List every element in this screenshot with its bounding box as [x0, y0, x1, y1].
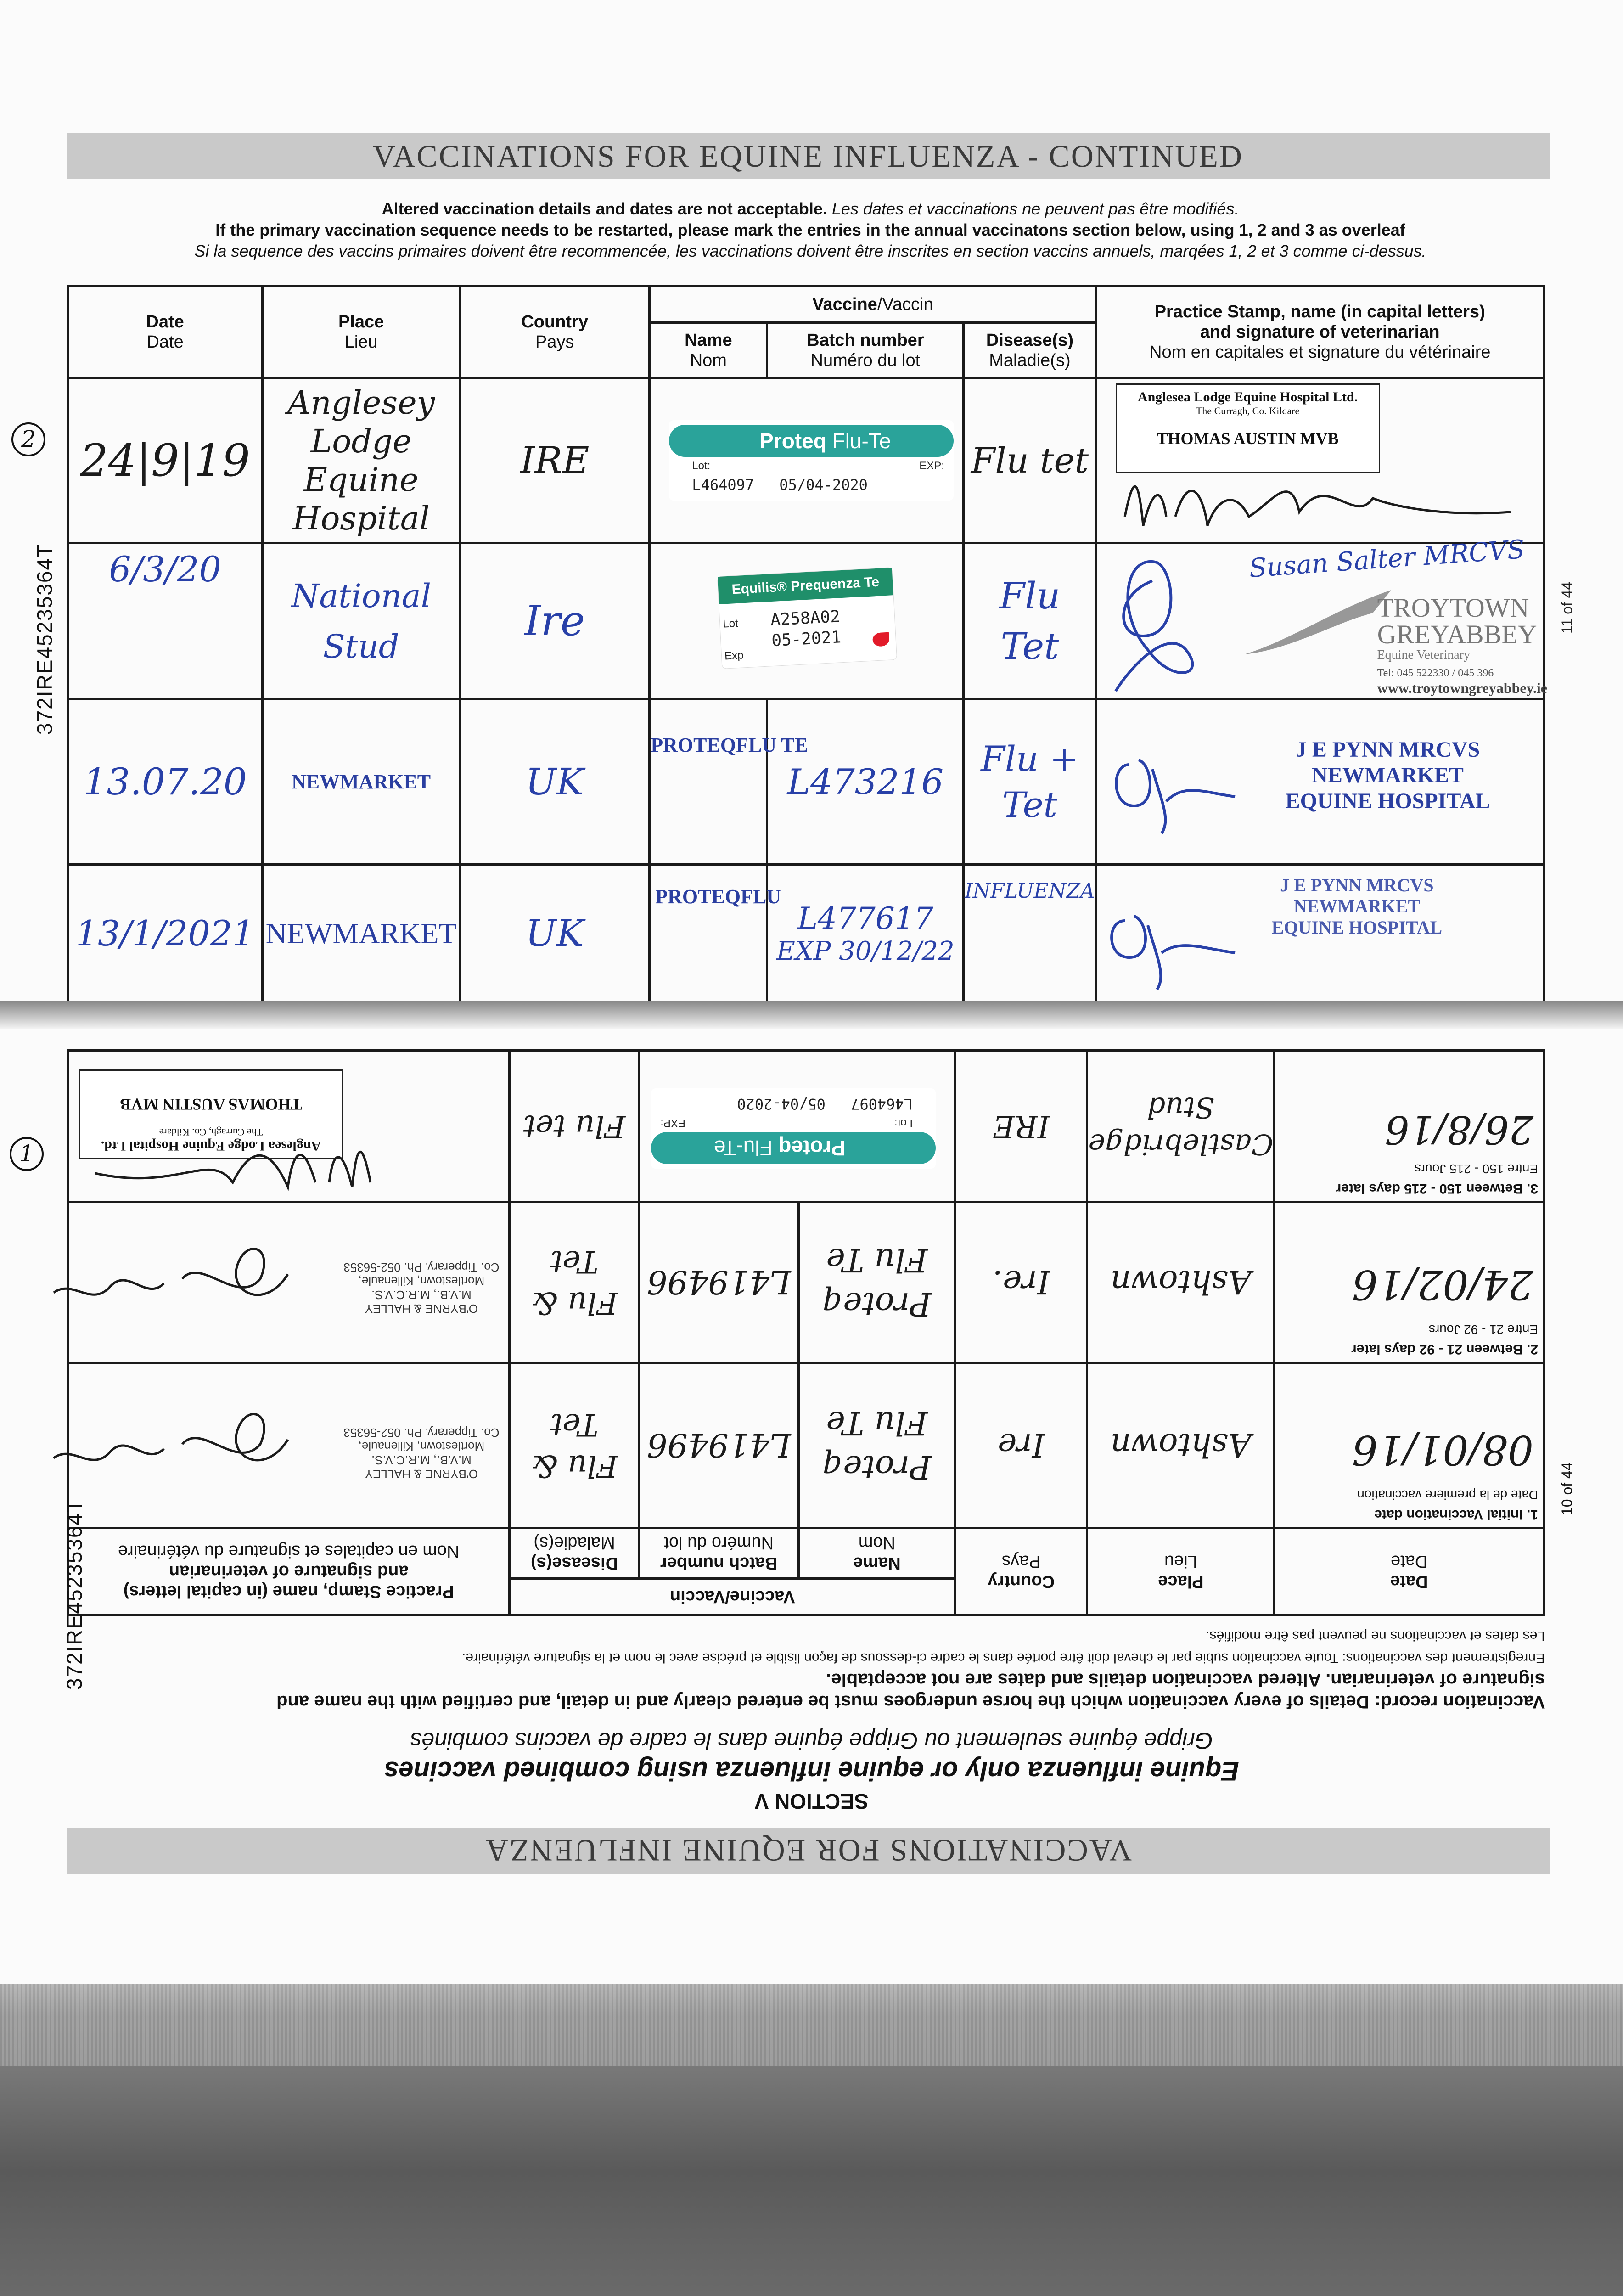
row3-stamp-cell	[1096, 699, 1544, 865]
bottom-row1-date: 08/01/16	[1352, 1426, 1533, 1474]
signature-salter	[1097, 544, 1281, 700]
bottom-row1-batch: L419496	[639, 1363, 798, 1528]
bottom-row2-date-cell	[1275, 1202, 1544, 1363]
bottom-row3-label-fr: Entre 150 - 215 Jours	[1414, 1162, 1538, 1176]
bottom-header-place: Place Lieu	[1087, 1528, 1275, 1615]
table-row	[68, 1363, 1544, 1528]
top-notice	[69, 198, 1552, 262]
row4-batch-exp: EXP 30/12/22	[776, 936, 955, 966]
row4-country: UK	[460, 865, 649, 1002]
bottom-row3-date-cell	[1275, 1051, 1544, 1202]
row4-place-cell	[263, 865, 460, 1002]
bottom-row2-date: 24/02/16	[1352, 1261, 1533, 1308]
table-row	[68, 543, 1544, 699]
sticker-2-exp-label: EXP:	[660, 1117, 685, 1129]
bottom-page-rotated	[0, 1029, 1623, 2011]
section-title: Equine influenza only or equine influenza using combined vaccines	[384, 1756, 1239, 1786]
bottom-row3-date: 26/8/16	[1385, 1107, 1533, 1152]
row3-date: 13.07.20	[68, 699, 263, 865]
notice-line2: If the primary vaccination sequence needs to be restarted, please mark the entries in the annual vaccinatons section below, using 1, 2 and 3 as overleaf	[215, 220, 1405, 239]
bottom-header-country: Country Pays	[955, 1528, 1087, 1615]
bottom-row3-label: 3. Between 150 - 215 days later	[1336, 1181, 1538, 1196]
equilis-lot: A258A02	[770, 607, 841, 630]
row4-name: PROTEQFLU	[655, 885, 781, 908]
obyrne-stamp-2: O'BYRNE & HALLEY M.V.B., M.R.C.V.S. Mortlestown, Killenaule, Co. Tipperary. Ph. 052-56353	[343, 1261, 500, 1316]
proteq-sticker	[669, 420, 954, 501]
header-vaccine: Vaccine/Vaccin	[650, 286, 1096, 323]
row2-country: Ire	[460, 543, 649, 699]
top-page	[0, 0, 1623, 1010]
scanner-stripes	[0, 1984, 1623, 2066]
header-date: Date Date	[68, 286, 263, 378]
signature-austin	[1097, 379, 1547, 544]
bottom-header-vaccine: Vaccine/Vaccin	[510, 1579, 955, 1615]
table-row	[68, 699, 1544, 865]
bottom-page	[0, 1029, 1623, 2011]
proteq-sticker-2	[651, 1088, 936, 1169]
bottom-side-id: 372IRE45235364T	[62, 1498, 86, 1690]
record-text: Vaccination record: Details of every vaccination which the horse undergoes must be entered clearly and in detail, and certified with the name and signature of veterinarian. Altered vaccination details and dates are not acceptable. Enregistrement des vaccinations: Toute vaccination subie par le cheval doit être portée dans le cadre ci-dessous de façon lisible et précise avec le nom et la signature vétérinaire. Les dates et vaccinations ne peuvent pas être modifiés.	[276, 1628, 1545, 1712]
notice-line1-en: Altered vaccination details and dates are not acceptable.	[382, 199, 827, 218]
header-place: Place Lieu	[263, 286, 460, 378]
row2-disease: Flu Tet	[964, 543, 1096, 699]
row4-batch-cell	[767, 865, 964, 1002]
equilis-exp: 05-2021	[771, 628, 842, 651]
equilis-sticker	[717, 567, 897, 669]
sticker-lot: L464097	[692, 476, 754, 494]
bottom-header-practice: Practice Stamp, name (in capital letters) and signature of veterinarian Nom en capitales et signature du vétérinaire	[68, 1528, 510, 1615]
bottom-row2-stamp-cell	[68, 1202, 510, 1363]
row3-name: PROTEQFLU TE	[651, 734, 808, 756]
signature-austin-2	[58, 1054, 508, 1201]
proteq-band: Proteq Flu-Te	[669, 425, 954, 457]
bottom-row3-stamp-cell	[68, 1051, 510, 1202]
sticker-exp: 05/04-2020	[779, 476, 868, 494]
header-disease: Disease(s) Maladie(s)	[964, 323, 1096, 378]
row2-stamp-cell	[1096, 535, 1547, 699]
row3-place-cell	[263, 699, 460, 865]
row1-place: Anglesey Lodge Equine Hospital	[263, 378, 460, 543]
table-row	[68, 1051, 1544, 1202]
anglesea-stamp: Anglesea Lodge Equine Hospital Ltd. The Curragh, Co. Kildare THOMAS AUSTIN MVB	[1116, 383, 1380, 473]
sticker-2-lot-label: Lot:	[894, 1117, 913, 1129]
section-title-fr: Grippe équine seulement ou Grippe équine dans le cadre de vaccins combinés	[410, 1728, 1213, 1754]
row2-place: National Stud	[263, 543, 460, 699]
pynn-stamp-2: J E PYNN MRCVS NEWMARKET EQUINE HOSPITAL	[1271, 875, 1443, 938]
signature-obyrne-2	[45, 1210, 302, 1348]
equilis-exp-label: Exp	[724, 649, 744, 663]
bottom-row3-country: IRE	[955, 1051, 1087, 1202]
row1-date: 24|9|19	[68, 378, 263, 543]
troytown-stamp: TROYTOWN GREYABBEY Equine Veterinary Tel: 045 522330 / 045 396 www.troytowngreyabbey.ie	[1377, 593, 1547, 696]
row1-disease: Flu tet	[964, 378, 1096, 543]
header-practice: Practice Stamp, name (in capital letters) and signature of veterinarian Nom en capitales et signature du vétérinaire	[1096, 286, 1544, 378]
row-marker-2: 2	[11, 422, 45, 456]
scanner-background	[0, 1984, 1623, 2296]
row4-disease: INFLUENZA	[964, 865, 1096, 1002]
bottom-row1-label-fr: Date de la premiere vaccination	[1357, 1488, 1538, 1502]
bottom-row2-name: Proteq Flu Te	[798, 1202, 955, 1363]
bottom-row1-place: Ashtown	[1087, 1363, 1275, 1528]
signature-pynn	[1097, 700, 1244, 838]
sticker-exp-label: EXP:	[919, 460, 944, 472]
bottom-row3-sticker-cell	[639, 1051, 955, 1202]
row4-place: NEWMARKET	[265, 917, 457, 950]
section-label: SECTION V	[754, 1790, 869, 1813]
bottom-vaccination-table	[67, 1049, 1545, 1616]
equilis-band: Equilis® Prequenza Te	[718, 568, 893, 604]
top-side-id: 372IRE45235364T	[33, 543, 56, 735]
row1-stamp-cell	[1096, 378, 1544, 543]
row2-vet-name: Susan Salter MRCVS	[1248, 535, 1526, 584]
bottom-header-disease: Disease(s) Maladie(s)	[510, 1528, 639, 1579]
bottom-row1-disease: Flu & Tet	[510, 1363, 639, 1528]
row2-date: 6/3/20	[68, 543, 263, 699]
bottom-header-batch: Batch number Numéro du lot	[639, 1528, 798, 1579]
top-vaccination-table	[67, 285, 1545, 1003]
header-country: Country Pays	[460, 286, 649, 378]
bottom-header-date: Date Date	[1275, 1528, 1544, 1615]
sticker-2-lot: L464097	[851, 1095, 913, 1113]
bottom-row1-label: 1. Initial Vaccination date	[1374, 1507, 1538, 1522]
row2-vaccine-sticker-cell	[650, 543, 964, 699]
row3-name-cell	[650, 699, 808, 865]
header-name: Name Nom	[650, 323, 767, 378]
bottom-banner: VACCINATIONS FOR EQUINE INFLUENZA	[67, 1828, 1550, 1874]
sticker-lot-label: Lot:	[692, 460, 711, 472]
bottom-row3-place: Castlebridge Stud	[1087, 1051, 1275, 1202]
bottom-header-name: Name Nom	[798, 1528, 955, 1579]
header-batch: Batch number Numéro du lot	[767, 323, 964, 378]
row4-date: 13/1/2021	[68, 865, 263, 1002]
equilis-red-mark	[872, 632, 890, 647]
obyrne-stamp: O'BYRNE & HALLEY M.V.B., M.R.C.V.S. Mortlestown, Killenaule, Co. Tipperary. Ph. 052-56353	[343, 1426, 500, 1481]
bottom-row2-batch: L419496	[639, 1202, 798, 1363]
row1-vaccine-sticker-cell	[650, 378, 964, 543]
table-row	[68, 1202, 1544, 1363]
bottom-row1-stamp-cell	[68, 1363, 510, 1528]
sticker-2-exp: 05/04-2020	[737, 1095, 826, 1113]
bottom-page-number: 10 of 44	[1559, 1462, 1575, 1515]
row4-batch: L477617	[797, 900, 933, 936]
top-banner: VACCINATIONS FOR EQUINE INFLUENZA - CONTINUED	[67, 133, 1550, 179]
table-row	[68, 378, 1544, 543]
proteq-band-2: Proteq Flu-Te	[651, 1132, 936, 1164]
top-page-number: 11 of 44	[1559, 581, 1575, 634]
bottom-row1-country: Ire	[955, 1363, 1087, 1528]
row3-disease: Flu + Tet	[964, 699, 1096, 865]
row3-place: NEWMARKET	[292, 770, 431, 793]
row4-stamp-cell	[1096, 865, 1544, 1002]
bottom-row2-label: 2. Between 21 - 92 days later	[1351, 1342, 1538, 1357]
equilis-lot-label: Lot	[723, 617, 739, 630]
bottom-row2-country: Ire.	[955, 1202, 1087, 1363]
signature-pynn-2	[1097, 866, 1244, 994]
row3-batch: L473216	[767, 699, 964, 865]
anglesea-stamp-2: Anglesea Lodge Equine Hospital Ltd. The Curragh, Co. Kildare THOMAS AUSTIN MVB	[79, 1069, 343, 1159]
notice-line1-fr: Les dates et vaccinations ne peuvent pas être modifiés.	[831, 199, 1239, 218]
bottom-row2-label-fr: Entre 21 - 92 Jours	[1428, 1322, 1538, 1337]
book-gutter	[0, 1001, 1623, 1029]
row-marker-1: 1	[10, 1137, 44, 1171]
row4-name-cell	[650, 865, 781, 1002]
notice-line3: Si la sequence des vaccins primaires doivent être recommencée, les vaccinations doivent être inscrites en section vaccins annuels, marqées 1, 2 et 3 comme ci-dessus.	[194, 242, 1426, 260]
bottom-row2-disease: Flu & Tet	[510, 1202, 639, 1363]
bottom-row1-date-cell	[1275, 1363, 1544, 1528]
signature-obyrne-1	[45, 1375, 302, 1513]
row3-country: UK	[460, 699, 649, 865]
table-row	[68, 865, 1544, 1002]
pynn-stamp: J E PYNN MRCVS NEWMARKET EQUINE HOSPITAL	[1285, 737, 1490, 813]
row1-country: IRE	[460, 378, 649, 543]
bottom-row3-disease: Flu tet	[510, 1051, 639, 1202]
bottom-row1-name: Proteq Flu Te	[798, 1363, 955, 1528]
bottom-row2-place: Ashtown	[1087, 1202, 1275, 1363]
